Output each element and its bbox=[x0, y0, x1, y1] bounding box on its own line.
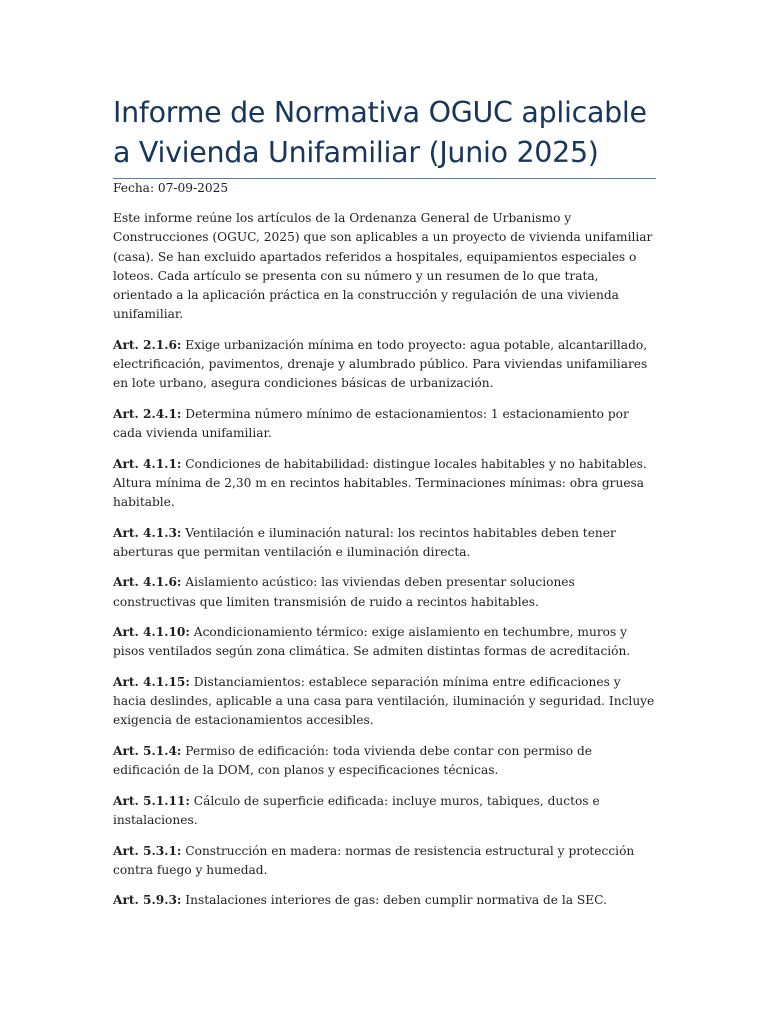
document-title: Informe de Normativa OGUC aplicable a Vivienda Unifamiliar (Junio 2025) bbox=[113, 96, 647, 169]
article-5-1-11 bbox=[113, 792, 656, 830]
article-number: Art. 2.4.1: bbox=[113, 406, 182, 421]
article-5-9-3 bbox=[113, 891, 656, 910]
article-4-1-10 bbox=[113, 623, 656, 661]
article-5-3-1 bbox=[113, 842, 656, 880]
article-summary: Acondicionamiento térmico: exige aislamiento en techumbre, muros y pisos ventilados según zona climática. Se admiten distintas formas de acreditación. bbox=[113, 625, 631, 659]
document-page bbox=[113, 93, 656, 911]
article-number: Art. 5.1.11: bbox=[113, 793, 190, 808]
article-2-1-6 bbox=[113, 336, 656, 394]
article-summary: Distanciamientos: establece separación mínima entre edificaciones y hacia deslindes, aplicable a una casa para ventilación, iluminación y seguridad. Incluye exigencia de estacionamientos accesibles. bbox=[113, 675, 655, 728]
article-summary: Aislamiento acústico: las viviendas deben presentar soluciones constructivas que limiten transmisión de ruido a recintos habitables. bbox=[113, 575, 575, 609]
article-number: Art. 5.1.4: bbox=[113, 744, 182, 758]
article-number: Art. 4.1.6: bbox=[113, 575, 182, 590]
intro-paragraph: Este informe reúne los artículos de la Ordenanza General de Urbanismo y Construcciones (OGUC, 2025) que son aplicables a un proyecto de vivienda unifamiliar (casa). Se han excluido apartados referidos a hospitales, equipamientos especiales o loteos. Cada artículo se presenta con su número y un resumen de lo que trata, orientado a la aplicación práctica en la construcción y regulación de una vivienda unifamiliar. bbox=[113, 211, 653, 322]
article-summary: Determina número mínimo de estacionamientos: 1 estacionamiento por cada vivienda unifamiliar. bbox=[113, 406, 629, 441]
article-summary: Condiciones de habitabilidad: distingue locales habitables y no habitables. Altura mínima de 2,30 m en recintos habitables. Terminaciones mínimas: obra gruesa habitable. bbox=[113, 456, 647, 510]
article-4-1-3 bbox=[113, 524, 656, 562]
article-number: Art. 4.1.3: bbox=[113, 525, 182, 540]
article-4-1-1 bbox=[113, 455, 656, 513]
article-4-1-6 bbox=[113, 573, 656, 611]
article-number: Art. 4.1.15: bbox=[113, 675, 190, 689]
article-number: Art. 5.9.3: bbox=[113, 893, 182, 908]
article-4-1-15 bbox=[113, 673, 656, 731]
article-number: Art. 5.3.1: bbox=[113, 843, 182, 858]
article-summary: Construcción en madera: normas de resistencia estructural y protección contra fuego y humedad. bbox=[113, 843, 635, 877]
article-summary: Permiso de edificación: toda vivienda debe contar con permiso de edificación de la DOM, con planos y especificaciones técnicas. bbox=[113, 744, 593, 778]
article-number: Art. 4.1.1: bbox=[113, 456, 182, 471]
article-summary: Ventilación e iluminación natural: los recintos habitables deben tener aberturas que permitan ventilación e iluminación directa. bbox=[113, 525, 616, 559]
article-summary: Instalaciones interiores de gas: deben cumplir normativa de la SEC. bbox=[181, 893, 607, 908]
article-number: Art. 4.1.10: bbox=[113, 625, 190, 640]
article-summary: Exige urbanización mínima en todo proyecto: agua potable, alcantarillado, electrificación, pavimentos, drenaje y alumbrado público. Para viviendas unifamiliares en lote urbano, asegura condiciones básicas de urbanización. bbox=[113, 337, 648, 391]
article-2-4-1 bbox=[113, 405, 656, 443]
article-number: Art. 2.1.6: bbox=[113, 337, 182, 352]
article-summary: Cálculo de superficie edificada: incluye muros, tabiques, ductos e instalaciones. bbox=[113, 793, 600, 827]
document-date: Fecha: 07-09-2025 bbox=[113, 181, 229, 195]
article-5-1-4 bbox=[113, 742, 656, 780]
